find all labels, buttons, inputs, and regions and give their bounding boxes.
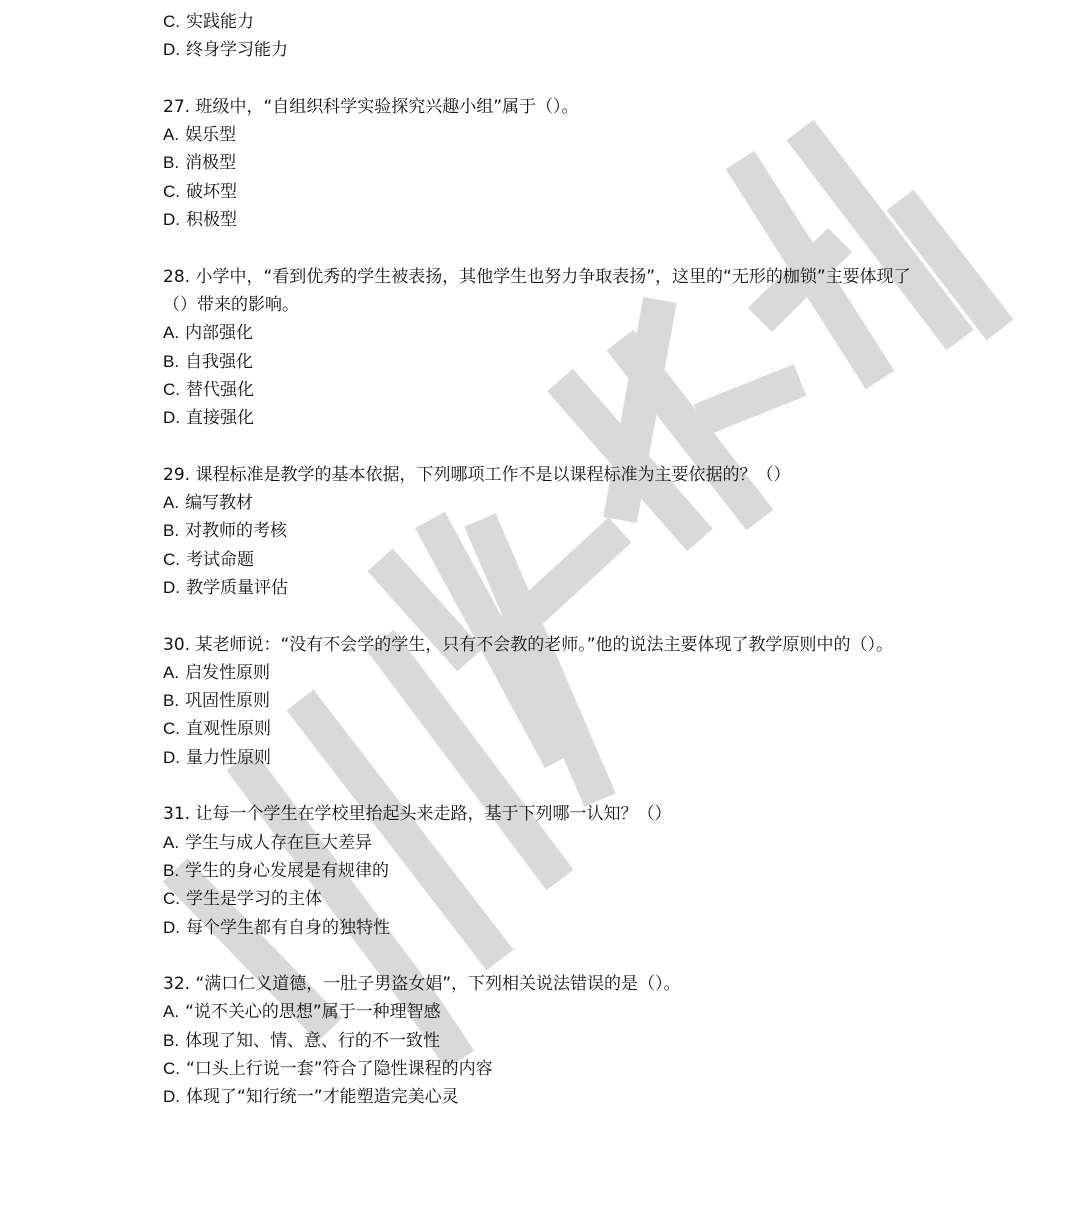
question-29-option-d: D. 教学质量评估 [163,577,288,598]
question-27-stem: 27. 班级中，“自组织科学实验探究兴趣小组”属于（）。 [163,96,579,117]
question-28-option-d: D. 直接强化 [163,408,254,429]
question-27-option-a: A. 娱乐型 [163,125,237,146]
question-27-option-d: D. 积极型 [163,210,237,231]
question-31-option-b: B. 学生的身心发展是有规律的 [163,860,390,881]
question-32-option-d: D. 体现了“知行统一”才能塑造完美心灵 [163,1087,459,1108]
question-30-option-a: A. 启发性原则 [163,662,271,683]
question-27-option-c: C. 破坏型 [163,181,237,202]
question-30-stem: 30. 某老师说：“没有不会学的学生，只有不会教的老师。”他的说法主要体现了教学原则中的（）。 [163,634,894,655]
question-27-option-b: B. 消极型 [163,153,237,174]
question-31-option-d: D. 每个学生都有自身的独特性 [163,917,390,938]
question-30-option-b: B. 巩固性原则 [163,691,271,712]
question-31-stem: 31. 让每一个学生在学校里抬起头来走路，基于下列哪一认知？（） [163,804,672,825]
question-28-option-c: C. 替代强化 [163,379,254,400]
question-30-option-d: D. 量力性原则 [163,747,271,768]
exam-document [163,8,943,1112]
spacer [163,65,943,93]
question-28-option-a: A. 内部强化 [163,323,254,344]
question-28-stem: 28. 小学中，“看到优秀的学生被表扬，其他学生也努力争取表扬”，这里的“无形的枷锁”主要体现了（）带来的影响。 [163,266,911,315]
question-29-option-a: A. 编写教材 [163,493,254,514]
spacer [163,432,943,460]
question-31-option-c: C. 学生是学习的主体 [163,889,322,910]
spacer [163,234,943,262]
question-32-stem: 32. “满口仁义道德，一肚子男盗女娼”，下列相关说法错误的是（）。 [163,974,681,995]
option-c-prev: C. 实践能力 [163,12,254,32]
question-32-option-b: B. 体现了知、情、意、行的不一致性 [163,1030,441,1051]
question-28-option-b: B. 自我强化 [163,351,254,372]
option-d-prev: D. 终身学习能力 [163,40,288,61]
question-30-option-c: C. 直观性原则 [163,719,271,740]
question-32-option-a: A. “说不关心的思想”属于一种理智感 [163,1002,441,1023]
question-32-option-c: C. “口头上行说一套”符合了隐性课程的内容 [163,1058,493,1079]
question-29-option-c: C. 考试命题 [163,549,254,570]
spacer [163,772,943,800]
question-29-option-b: B. 对教师的考核 [163,521,288,542]
spacer [163,602,943,630]
spacer [163,942,943,970]
question-31-option-a: A. 学生与成人存在巨大差异 [163,832,373,853]
question-29-stem: 29. 课程标准是教学的基本依据，下列哪项工作不是以课程标准为主要依据的？（） [163,464,791,485]
